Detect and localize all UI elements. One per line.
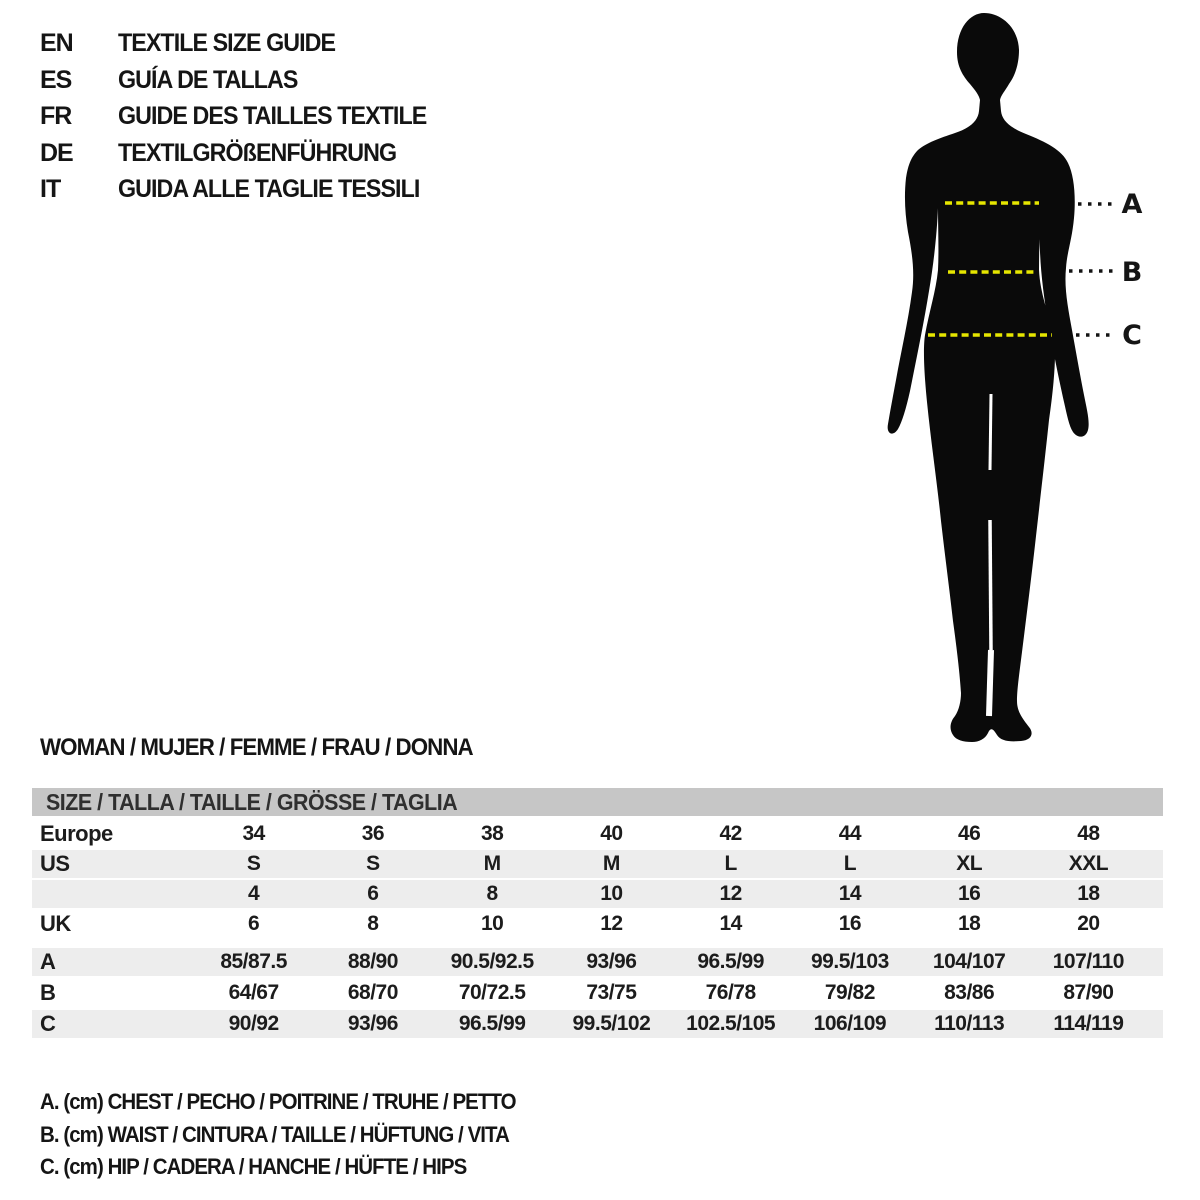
table-row xyxy=(32,880,1163,908)
section-title: WOMAN / MUJER / FEMME / FRAU / DONNA xyxy=(40,734,473,761)
table-cell: M xyxy=(602,852,620,875)
hip-marker-label: C xyxy=(1122,320,1142,351)
table-cell: XXL xyxy=(1068,852,1109,875)
language-list xyxy=(40,25,450,208)
legend-line-chest: A. (cm) CHEST / PECHO / POITRINE / TRUHE / PETTO xyxy=(40,1089,516,1114)
table-row-label xyxy=(32,880,194,908)
table-cell: 42 xyxy=(719,822,742,845)
table-cell: 76/78 xyxy=(705,981,756,1004)
table-cell: 102.5/105 xyxy=(686,1012,776,1035)
table-cell: 68/70 xyxy=(347,981,398,1004)
table-cell: 10 xyxy=(480,912,504,935)
table-cell: 8 xyxy=(486,882,498,905)
table-cell: 16 xyxy=(838,912,862,935)
language-code: IT xyxy=(40,175,61,204)
legend-line-hip: C. (cm) HIP / CADERA / HANCHE / HÜFTE / HIPS xyxy=(40,1154,467,1179)
language-row xyxy=(40,62,450,99)
waist-marker-label: B xyxy=(1121,257,1143,288)
table-row xyxy=(32,910,1163,938)
table-cell: 88/90 xyxy=(347,950,398,973)
language-title: GUÍA DE TALLAS xyxy=(118,65,298,94)
table-cell: 38 xyxy=(480,822,504,845)
table-cell: M xyxy=(483,852,501,875)
language-code: DE xyxy=(40,138,73,167)
table-row xyxy=(32,820,1163,848)
measure-legend xyxy=(40,1086,551,1184)
table-cell: 46 xyxy=(957,822,981,845)
table-cell: 73/75 xyxy=(586,981,637,1004)
language-title: TEXTILGRÖßENFÜHRUNG xyxy=(118,138,397,167)
language-code: EN xyxy=(40,29,73,57)
leg-gap-line xyxy=(989,650,991,716)
table-cell: 83/86 xyxy=(944,981,995,1004)
size-table xyxy=(32,788,1163,1038)
table-cell: 8 xyxy=(367,912,379,935)
table-row xyxy=(32,979,1163,1007)
table-cell: S xyxy=(366,852,380,875)
table-cell: 93/96 xyxy=(347,1012,398,1035)
chest-marker-label: A xyxy=(1121,189,1143,220)
measurement-figure xyxy=(860,0,1160,750)
table-row-label: A xyxy=(40,949,56,974)
table-row xyxy=(32,850,1163,878)
table-cell: 85/87.5 xyxy=(220,950,287,973)
table-cell: 40 xyxy=(600,822,623,845)
language-title: GUIDA ALLE TAGLIE TESSILI xyxy=(118,175,420,204)
table-cell: 6 xyxy=(367,882,379,905)
table-cell: 99.5/102 xyxy=(572,1012,651,1035)
table-row-label: US xyxy=(40,851,70,876)
table-row-label: C xyxy=(40,1011,56,1036)
table-cell: 36 xyxy=(361,822,385,845)
legend-line-waist: B. (cm) WAIST / CINTURA / TAILLE / HÜFTUNG / VITA xyxy=(40,1121,509,1147)
table-cell: 87/90 xyxy=(1063,981,1114,1004)
table-cell: 114/119 xyxy=(1053,1012,1124,1035)
table-row-label: Europe xyxy=(40,821,113,846)
language-title: GUIDE DES TAILLES TEXTILE xyxy=(118,102,427,131)
language-row xyxy=(40,98,450,135)
table-cell: 99.5/103 xyxy=(811,950,889,973)
table-cell: 20 xyxy=(1077,912,1100,935)
table-cell: 16 xyxy=(957,882,981,905)
table-cell: 12 xyxy=(719,882,742,905)
table-cell: 34 xyxy=(242,822,265,845)
table-header-bar xyxy=(32,788,1163,816)
woman-silhouette-icon xyxy=(888,13,1089,742)
table-cell: S xyxy=(246,852,261,875)
table-cell: 14 xyxy=(838,882,862,905)
table-cell: 90/92 xyxy=(228,1012,279,1035)
leg-gap-line xyxy=(990,394,991,470)
table-cell: 14 xyxy=(719,912,742,935)
table-cell: 90.5/92.5 xyxy=(450,950,534,973)
table-cell: 104/107 xyxy=(932,950,1006,973)
language-code: FR xyxy=(40,102,72,131)
table-row-label: UK xyxy=(40,911,71,936)
table-cell: 18 xyxy=(957,912,981,935)
table-row xyxy=(32,1010,1163,1038)
table-cell: XL xyxy=(956,852,983,875)
table-row-label: B xyxy=(40,980,56,1005)
table-cell: L xyxy=(843,852,857,875)
table-cell: 110/113 xyxy=(934,1012,1005,1035)
language-row xyxy=(40,171,450,208)
table-cell: 64/67 xyxy=(228,981,279,1004)
table-header-label: SIZE / TALLA / TAILLE / GRÖSSE / TAGLIA xyxy=(46,789,458,815)
table-cell: 6 xyxy=(248,912,260,935)
table-cell: 12 xyxy=(600,912,623,935)
table-cell: 79/82 xyxy=(824,981,875,1004)
table-cell: 96.5/99 xyxy=(697,950,764,973)
table-cell: 18 xyxy=(1077,882,1100,905)
table-cell: 93/96 xyxy=(586,950,637,973)
table-rows xyxy=(32,820,1163,1038)
language-row xyxy=(40,25,450,62)
table-cell: 106/109 xyxy=(813,1012,887,1035)
table-cell: 70/72.5 xyxy=(458,981,526,1004)
leg-gap-line xyxy=(990,520,991,650)
table-cell: 4 xyxy=(248,882,260,905)
table-cell: 107/110 xyxy=(1052,950,1124,973)
table-cell: 44 xyxy=(838,822,862,845)
language-title: TEXTILE SIZE GUIDE xyxy=(118,29,336,57)
table-cell: 48 xyxy=(1077,822,1100,845)
table-cell: 96.5/99 xyxy=(458,1012,526,1035)
table-cell: 10 xyxy=(600,882,623,905)
table-cell: L xyxy=(724,852,737,875)
table-row xyxy=(32,948,1163,976)
language-code: ES xyxy=(40,65,72,94)
language-row xyxy=(40,135,450,172)
